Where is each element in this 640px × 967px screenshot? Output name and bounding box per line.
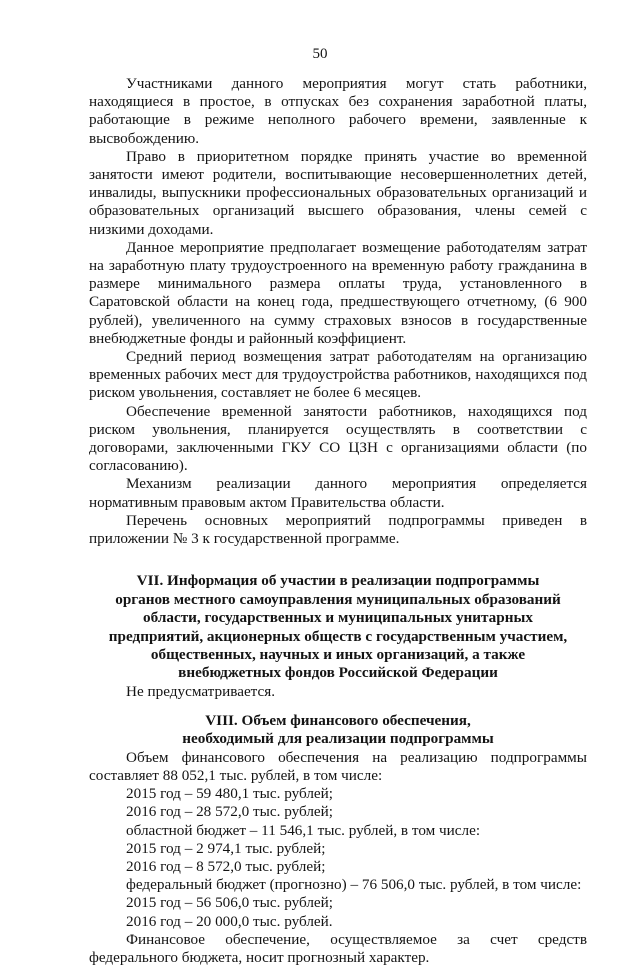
section-7-heading-line: VII. Информация об участии в реализации подпрограммы bbox=[136, 572, 540, 590]
section-7-heading-line: внебюджетных фондов Российской Федерации bbox=[178, 664, 498, 682]
paragraph-average-period: Средний период возмещения затрат работодателям на организацию временных рабочих мест для трудоустройства работников, находящихся под риском увольнения, составляет не более 6 месяцев. bbox=[89, 348, 587, 402]
funding-line: 2015 год – 59 480,1 тыс. рублей; bbox=[126, 785, 334, 803]
funding-line: 2015 год – 56 506,0 тыс. рублей; bbox=[126, 894, 334, 912]
paragraph-temporary-employment: Обеспечение временной занятости работников, находящихся под риском увольнения, планируется осуществлять в соответствии с договорами, заключенными ГКУ СО ЦЗН с организациями области (по согласованию). bbox=[89, 402, 587, 475]
funding-line: 2016 год – 20 000,0 тыс. рублей. bbox=[126, 912, 333, 930]
paragraph-participants: Участниками данного мероприятия могут стать работники, находящиеся в простое, в отпусках без сохранения заработной платы, работающие в режиме неполного рабочего времени, заявленные к высвобождению. bbox=[89, 75, 587, 147]
funding-line: 2016 год – 28 572,0 тыс. рублей; bbox=[126, 803, 334, 821]
section-7-heading bbox=[89, 572, 587, 682]
section-7-heading-line: органов местного самоуправления муниципальных образований bbox=[115, 590, 561, 608]
paragraph-appendix-reference: Перечень основных мероприятий подпрограммы приведен в приложении № 3 к государственной программе. bbox=[89, 511, 587, 548]
funding-line: областной бюджет – 11 546,1 тыс. рублей, в том числе: bbox=[126, 821, 481, 839]
document-body bbox=[89, 75, 587, 967]
section-8-heading-line: необходимый для реализации подпрограммы bbox=[182, 730, 494, 748]
funding-line: 2016 год – 8 572,0 тыс. рублей; bbox=[126, 857, 326, 875]
funding-line: 2015 год – 2 974,1 тыс. рублей; bbox=[126, 839, 326, 857]
page-number: 50 bbox=[312, 46, 328, 62]
section-7-heading-line: общественных, научных и иных организаций, а также bbox=[150, 645, 526, 663]
paragraph-compensation: Данное мероприятие предполагает возмещение работодателям затрат на заработную плату трудоустроенного на временную работу гражданина в размере минимального размера оплаты труда, установленного в Саратовской области на конец года, предшествующего отчетному, (6 900 рублей), увеличенного на сумму страховых взносов в государственные внебюджетные фонды и районный коэффициент. bbox=[89, 238, 587, 347]
paragraph-priority-right: Право в приоритетном порядке принять участие во временной занятости имеют родители, воспитывающие несовершеннолетних детей, инвалиды, выпускники профессиональных образовательных организаций и образовательных организаций высшего образования, члены семей с низкими доходами. bbox=[89, 147, 587, 238]
paragraph-mechanism: Механизм реализации данного мероприятия определяется нормативным правовым актом Правительства области. bbox=[89, 475, 587, 511]
funding-line: федеральный бюджет (прогнозно) – 76 506,0 тыс. рублей, в том числе: bbox=[126, 876, 582, 894]
section-8-closing: Финансовое обеспечение, осуществляемое за счет средств федерального бюджета, носит прогнозный характер. bbox=[89, 930, 587, 966]
section-8-intro: Объем финансового обеспечения на реализацию подпрограммы составляет 88 052,1 тыс. рублей, в том числе: bbox=[89, 748, 587, 784]
section-7-heading-line: предприятий, акционерных обществ с государственным участием, bbox=[108, 627, 568, 645]
section-8-heading-line: VIII. Объем финансового обеспечения, bbox=[205, 711, 471, 729]
section-7-heading-line: области, государственных и муниципальных унитарных bbox=[143, 609, 533, 627]
section-7-text: Не предусматривается. bbox=[126, 682, 276, 700]
section-8-heading bbox=[89, 712, 587, 749]
